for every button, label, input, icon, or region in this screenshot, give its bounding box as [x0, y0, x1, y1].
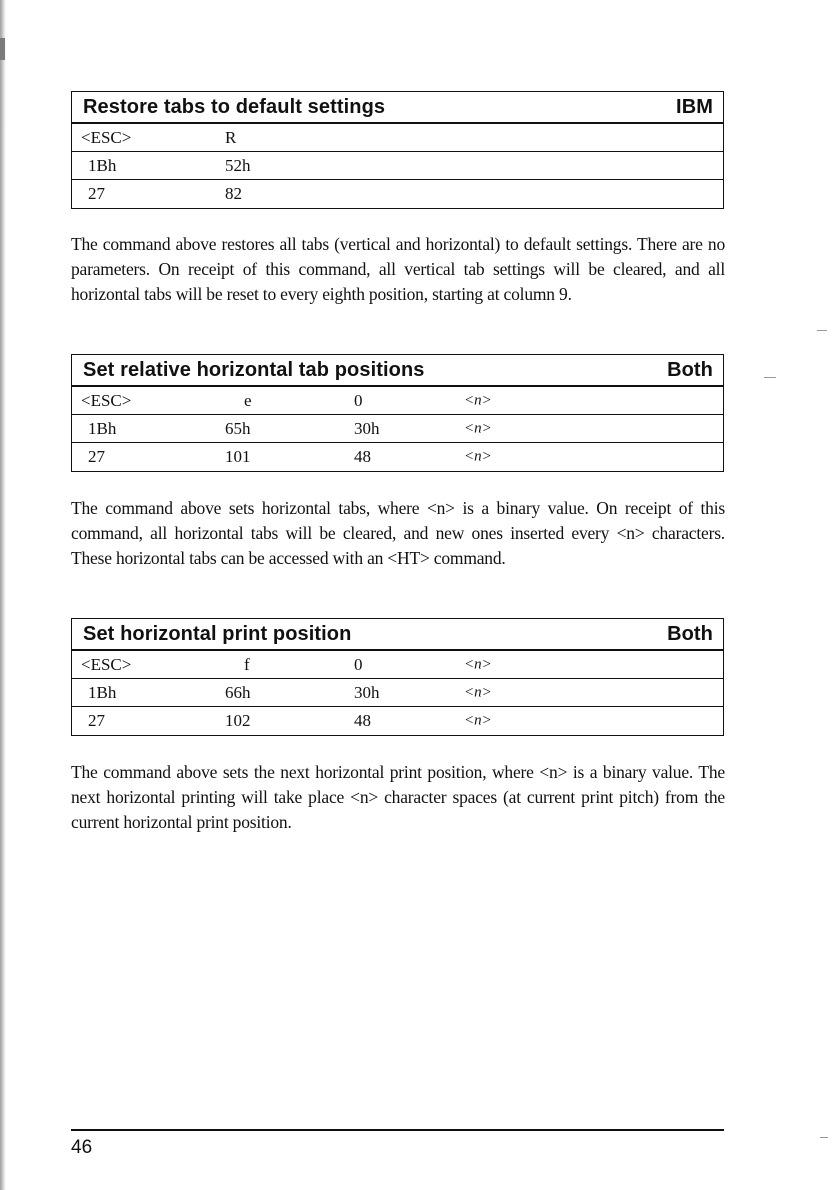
command-description: The command above sets horizontal tabs, where <n> is a binary value. On receipt of this command, all horizontal tabs will be cleared, and new ones inserted every <n> characters. These horizontal tabs can be accessed with an <HT> command.	[71, 498, 725, 568]
table-row-decimal	[72, 443, 723, 471]
command-description: The command above sets the next horizontal print position, where <n> is a binary value. The next horizontal printing will take place <n> character spaces (at current print pitch) from the current horizontal print position.	[71, 762, 725, 832]
table-row-decimal	[72, 180, 723, 208]
table-row-ascii	[72, 651, 723, 679]
cell-decimal-param: <n>	[464, 712, 492, 729]
table-row-ascii	[72, 387, 723, 415]
cell-hex-sub: 30h	[354, 682, 380, 702]
margin-tick	[817, 330, 827, 331]
command-mode: Both	[667, 622, 713, 645]
command-description: The command above restores all tabs (vertical and horizontal) to default settings. There are no parameters. On receipt of this command, all vertical tab settings will be cleared, and all horizontal tabs will be reset to every eighth position, starting at column 9.	[71, 234, 725, 304]
cell-ascii-prefix: <ESC>	[81, 127, 132, 147]
margin-tick	[820, 1137, 828, 1138]
command-header	[72, 619, 723, 651]
command-table-restore-tabs	[71, 91, 724, 209]
cell-hex-sub: 30h	[354, 418, 380, 438]
cell-decimal-param: <n>	[464, 448, 492, 465]
page-binding-edge	[0, 0, 6, 1190]
cell-hex-param: <n>	[464, 420, 492, 436]
cell-ascii-code: f	[244, 654, 250, 674]
cell-hex-code: 65h	[225, 418, 251, 438]
margin-tick	[764, 377, 776, 378]
table-row-hex	[72, 152, 723, 180]
page-number: 46	[71, 1137, 93, 1158]
cell-decimal-code: 82	[225, 184, 242, 203]
cell-ascii-sub: 0	[354, 390, 363, 410]
cell-ascii-code: e	[244, 390, 252, 410]
footer-rule	[71, 1129, 724, 1131]
cell-decimal-code: 102	[225, 711, 251, 730]
table-row-ascii	[72, 124, 723, 152]
command-table-print-position	[71, 618, 724, 736]
command-header	[72, 355, 723, 387]
command-table-relative-tabs	[71, 354, 724, 472]
cell-hex-code: 66h	[225, 682, 251, 702]
cell-hex-prefix: 1Bh	[88, 155, 117, 175]
cell-ascii-sub: 0	[354, 654, 363, 674]
command-title: Set horizontal print position	[83, 622, 352, 645]
command-header	[72, 92, 723, 124]
cell-hex-param: <n>	[464, 684, 492, 700]
cell-ascii-prefix: <ESC>	[81, 390, 132, 410]
command-mode: IBM	[676, 95, 713, 118]
binding-mark	[0, 38, 5, 60]
command-title: Restore tabs to default settings	[83, 95, 386, 118]
cell-hex-prefix: 1Bh	[88, 682, 117, 702]
cell-decimal-sub: 48	[354, 711, 371, 730]
table-row-decimal	[72, 707, 723, 735]
cell-ascii-code: R	[225, 127, 237, 147]
cell-hex-code: 52h	[225, 155, 251, 175]
table-row-hex	[72, 415, 723, 443]
cell-ascii-param: <n>	[464, 392, 492, 408]
cell-decimal-prefix: 27	[88, 711, 105, 730]
cell-decimal-code: 101	[225, 447, 251, 466]
cell-ascii-param: <n>	[464, 656, 492, 672]
cell-hex-prefix: 1Bh	[88, 418, 117, 438]
cell-decimal-prefix: 27	[88, 447, 105, 466]
cell-ascii-prefix: <ESC>	[81, 654, 132, 674]
table-row-hex	[72, 679, 723, 707]
command-title: Set relative horizontal tab positions	[83, 358, 425, 381]
cell-decimal-sub: 48	[354, 447, 371, 466]
cell-decimal-prefix: 27	[88, 184, 105, 203]
command-mode: Both	[667, 358, 713, 381]
